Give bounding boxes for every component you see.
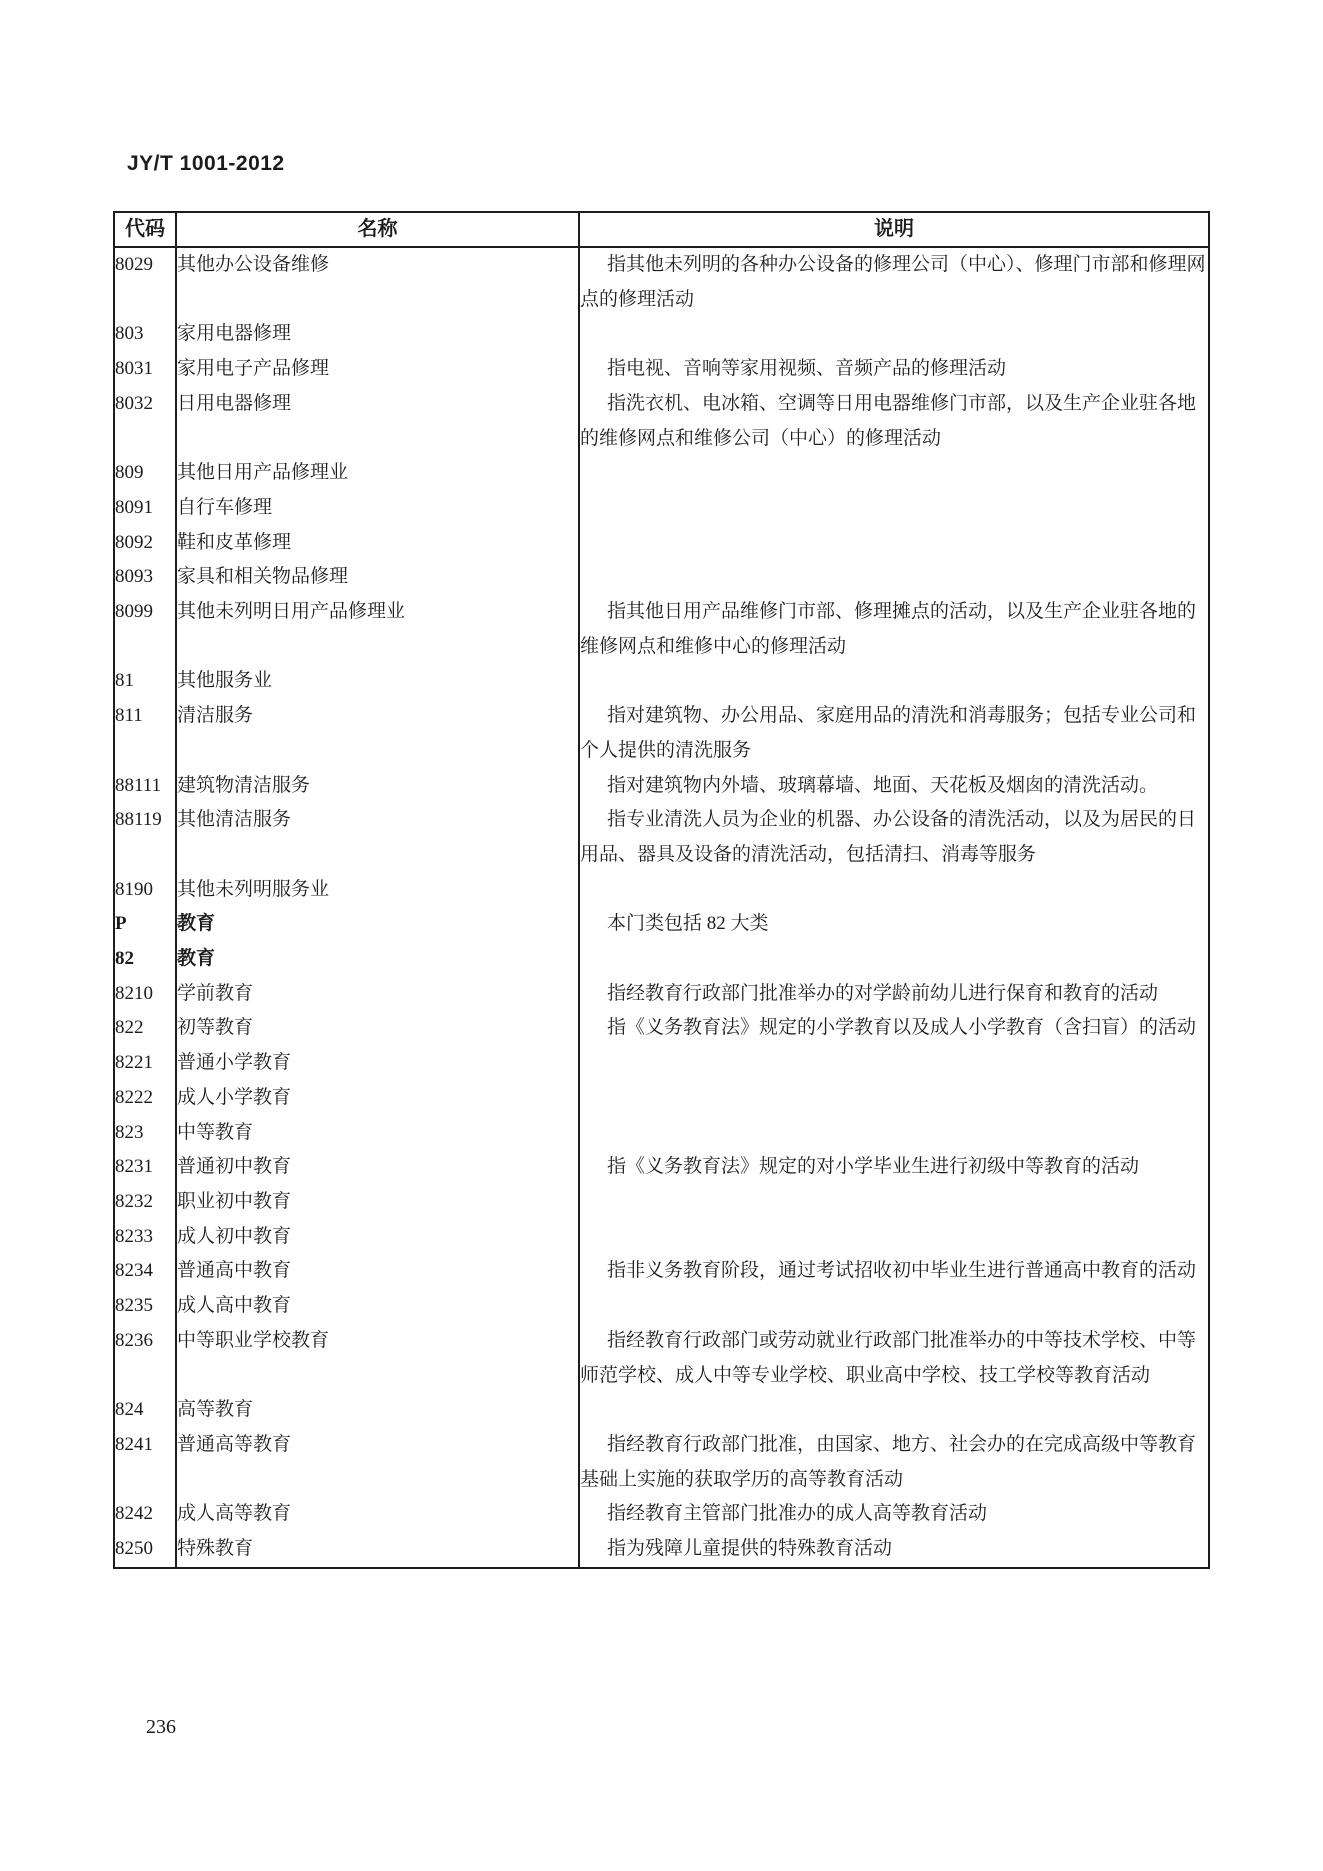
table-row (114, 769, 1209, 804)
table-body (114, 247, 1209, 1568)
code-cell: 8242 (115, 1503, 153, 1525)
desc-cell (579, 1081, 1209, 1116)
code-cell: 8250 (115, 1538, 153, 1560)
code-cell: 8241 (115, 1433, 153, 1455)
desc-cell: 指为残障儿童提供的特殊教育活动 (579, 1532, 1209, 1568)
desc-cell: 指电视、音响等家用视频、音频产品的修理活动 (579, 352, 1209, 387)
code-cell: 8093 (115, 566, 153, 588)
table-row (114, 1081, 1209, 1116)
name-cell: 高等教育 (176, 1393, 579, 1428)
name-cell: 成人小学教育 (176, 1081, 579, 1116)
name-cell: 普通高中教育 (176, 1254, 579, 1289)
desc-cell: 指对建筑物、办公用品、家庭用品的清洗和消毒服务；包括专业公司和个人提供的清洗服务 (579, 699, 1209, 768)
header-row (114, 212, 1209, 247)
name-cell: 普通小学教育 (176, 1046, 579, 1081)
name-cell: 建筑物清洁服务 (176, 769, 579, 804)
table-row (114, 560, 1209, 595)
code-cell: 8091 (115, 496, 153, 518)
code-cell: 8032 (115, 392, 153, 414)
name-cell: 普通高等教育 (176, 1428, 579, 1497)
desc-cell: 指其他日用产品维修门市部、修理摊点的活动，以及生产企业驻各地的维修网点和维修中心的修理活动 (579, 595, 1209, 664)
desc-cell: 指经教育行政部门或劳动就业行政部门批准举办的中等技术学校、中等师范学校、成人中等专业学校、职业高中学校、技工学校等教育活动 (579, 1324, 1209, 1393)
desc-cell: 指非义务教育阶段，通过考试招收初中毕业生进行普通高中教育的活动 (579, 1254, 1209, 1289)
table-row (114, 699, 1209, 768)
table-row (114, 1185, 1209, 1220)
code-cell: 8231 (115, 1156, 153, 1178)
name-cell: 家用电子产品修理 (176, 352, 579, 387)
table-row (114, 664, 1209, 699)
table-row (114, 803, 1209, 872)
header-code: 代码 (114, 212, 176, 247)
table-row (114, 526, 1209, 561)
table-row (114, 1254, 1209, 1289)
desc-cell (579, 1393, 1209, 1428)
desc-cell (579, 1185, 1209, 1220)
code-cell: 824 (115, 1399, 144, 1421)
desc-cell: 指经教育行政部门批准，由国家、地方、社会办的在完成高级中等教育基础上实施的获取学历的高等教育活动 (579, 1428, 1209, 1497)
name-cell: 家具和相关物品修理 (176, 560, 579, 595)
code-cell: 88119 (115, 809, 162, 831)
table-row (114, 1428, 1209, 1497)
header-desc: 说明 (579, 212, 1209, 247)
name-cell: 其他未列明服务业 (176, 873, 579, 908)
name-cell: 职业初中教育 (176, 1185, 579, 1220)
desc-cell: 指《义务教育法》规定的对小学毕业生进行初级中等教育的活动 (579, 1150, 1209, 1185)
desc-cell (579, 1220, 1209, 1255)
desc-cell (579, 873, 1209, 908)
code-cell: 8232 (115, 1190, 153, 1212)
table-row (114, 907, 1209, 942)
code-cell: 8235 (115, 1295, 153, 1317)
desc-cell (579, 1116, 1209, 1151)
code-cell: 822 (115, 1017, 144, 1039)
table-row (114, 1150, 1209, 1185)
desc-cell (579, 1289, 1209, 1324)
table-row (114, 595, 1209, 664)
classification-table (113, 211, 1210, 1569)
name-cell: 特殊教育 (176, 1532, 579, 1568)
code-cell: 8222 (115, 1086, 153, 1108)
table-row (114, 1324, 1209, 1393)
table-row (114, 1289, 1209, 1324)
code-cell: 8099 (115, 601, 153, 623)
table-row (114, 1532, 1209, 1568)
code-cell: 8210 (115, 982, 153, 1004)
table-row (114, 1011, 1209, 1046)
name-cell: 自行车修理 (176, 491, 579, 526)
code-cell: 8092 (115, 531, 153, 553)
name-cell: 中等教育 (176, 1116, 579, 1151)
name-cell: 学前教育 (176, 977, 579, 1012)
desc-cell: 指对建筑物内外墙、玻璃幕墙、地面、天花板及烟囱的清洗活动。 (579, 769, 1209, 804)
table-row (114, 873, 1209, 908)
name-cell: 家用电器修理 (176, 317, 579, 352)
table-header (114, 212, 1209, 247)
code-cell: 8234 (115, 1260, 153, 1282)
name-cell: 成人高等教育 (176, 1497, 579, 1532)
desc-cell (579, 664, 1209, 699)
doc-number: JY/T 1001-2012 (127, 152, 285, 175)
name-cell: 其他清洁服务 (176, 803, 579, 872)
desc-cell: 指经教育行政部门批准举办的对学龄前幼儿进行保育和教育的活动 (579, 977, 1209, 1012)
name-cell: 清洁服务 (176, 699, 579, 768)
code-cell: 8190 (115, 878, 153, 900)
desc-cell (579, 560, 1209, 595)
code-cell: 8031 (115, 358, 153, 380)
code-cell: 82 (115, 948, 134, 970)
name-cell: 初等教育 (176, 1011, 579, 1046)
code-cell: 8029 (115, 254, 153, 275)
table-row (114, 1393, 1209, 1428)
code-cell: 8236 (115, 1329, 153, 1351)
table-row (114, 387, 1209, 456)
name-cell: 教育 (176, 907, 579, 942)
desc-cell: 指《义务教育法》规定的小学教育以及成人小学教育（含扫盲）的活动 (579, 1011, 1209, 1046)
name-cell: 教育 (176, 942, 579, 977)
name-cell: 其他未列明日用产品修理业 (176, 595, 579, 664)
table-row (114, 456, 1209, 491)
desc-cell (579, 526, 1209, 561)
code-cell: 823 (115, 1121, 144, 1143)
name-cell: 鞋和皮革修理 (176, 526, 579, 561)
name-cell: 成人初中教育 (176, 1220, 579, 1255)
code-cell: 811 (115, 705, 143, 727)
name-cell: 其他办公设备维修 (176, 247, 579, 317)
code-cell: P (115, 913, 127, 935)
name-cell: 普通初中教育 (176, 1150, 579, 1185)
table-row (114, 317, 1209, 352)
code-cell: 8233 (115, 1225, 153, 1247)
table-row (114, 1497, 1209, 1532)
code-cell: 803 (115, 323, 144, 345)
name-cell: 日用电器修理 (176, 387, 579, 456)
page-number: 236 (146, 1716, 176, 1738)
table-row (114, 247, 1209, 317)
code-cell: 809 (115, 462, 144, 484)
table-row (114, 1046, 1209, 1081)
desc-cell (579, 491, 1209, 526)
desc-cell (579, 942, 1209, 977)
desc-cell: 指洗衣机、电冰箱、空调等日用电器维修门市部，以及生产企业驻各地的维修网点和维修公司（中心）的修理活动 (579, 387, 1209, 456)
table-row (114, 352, 1209, 387)
desc-cell (579, 317, 1209, 352)
desc-cell: 指其他未列明的各种办公设备的修理公司（中心）、修理门市部和修理网点的修理活动 (579, 247, 1209, 317)
table-row (114, 1220, 1209, 1255)
name-cell: 其他日用产品修理业 (176, 456, 579, 491)
name-cell: 其他服务业 (176, 664, 579, 699)
desc-cell: 本门类包括 82 大类 (579, 907, 1209, 942)
table-row (114, 1116, 1209, 1151)
table-row (114, 942, 1209, 977)
code-cell: 81 (115, 670, 134, 692)
name-cell: 成人高中教育 (176, 1289, 579, 1324)
desc-cell (579, 456, 1209, 491)
header-name: 名称 (176, 212, 579, 247)
table-row (114, 491, 1209, 526)
desc-cell: 指专业清洗人员为企业的机器、办公设备的清洗活动，以及为居民的日用品、器具及设备的清洗活动，包括清扫、消毒等服务 (579, 803, 1209, 872)
code-cell: 8221 (115, 1052, 153, 1074)
table-row (114, 977, 1209, 1012)
code-cell: 88111 (115, 774, 162, 796)
name-cell: 中等职业学校教育 (176, 1324, 579, 1393)
desc-cell: 指经教育主管部门批准办的成人高等教育活动 (579, 1497, 1209, 1532)
desc-cell (579, 1046, 1209, 1081)
